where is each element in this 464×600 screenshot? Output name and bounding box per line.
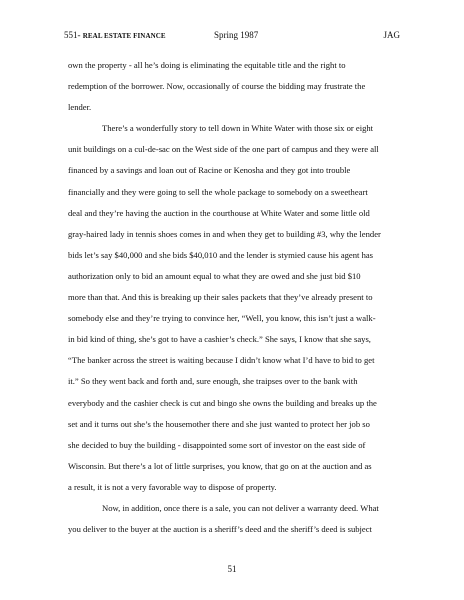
body-line: everybody and the cashier check is cut and bingo she owns the building and breaks up the — [68, 397, 377, 408]
header-term: Spring 1987 — [214, 30, 259, 40]
body-line: “The banker across the street is waiting because I didn’t know what I’d have to bid to get — [68, 355, 375, 366]
body-line: somebody else and they’re trying to convince her, “Well, you know, this isn’t just a walk- — [68, 313, 376, 324]
header-initials: JAG — [383, 30, 400, 40]
document-body — [68, 55, 403, 540]
body-line: lender. — [68, 102, 92, 113]
body-line: she decided to buy the building - disappointed some sort of investor on the east side of — [68, 439, 366, 450]
body-line: bids let’s say $40,000 and she bids $40,010 and the lender is stymied cause his agent has — [68, 249, 374, 260]
page-number: 51 — [227, 564, 237, 574]
body-line: set and it turns out she’s the housemother there and she just wanted to protect her job so — [68, 418, 370, 429]
header-course — [64, 28, 166, 43]
body-line: in bid kind of thing, she’s got to have a cashier’s check.” She says, I know that she says, — [68, 334, 371, 345]
body-line: unit buildings on a cul-de-sac on the West side of the one part of campus and they were all — [68, 144, 379, 155]
body-line: financed by a savings and loan out of Racine or Kenosha and they got into trouble — [68, 165, 351, 176]
body-line: you deliver to the buyer at the auction is a sheriff’s deed and the sheriff’s deed is subject — [68, 524, 372, 535]
body-line: authorization only to bid an amount equal to what they are owed and she just bid $10 — [68, 270, 361, 281]
course-title: REAL ESTATE FINANCE — [82, 32, 166, 40]
body-line: Now, in addition, once there is a sale, you can not deliver a warranty deed. What — [102, 502, 379, 513]
body-line: There’s a wonderfully story to tell down in White Water with those six or eight — [102, 123, 374, 134]
body-line: financially and they were going to sell the whole package to somebody on a sweetheart — [68, 186, 368, 197]
body-line: gray-haired lady in tennis shoes comes in and when they get to building #3, why the lender — [68, 228, 381, 239]
body-line: deal and they’re having the auction in the courthouse at White Water and some little old — [68, 207, 370, 218]
body-line: own the property - all he’s doing is eliminating the equitable title and the right to — [68, 60, 346, 70]
course-number: 551- — [64, 30, 81, 40]
page-header — [64, 28, 400, 42]
body-line: more than that. And this is breaking up their sales packets that they’ve already present to — [68, 292, 373, 303]
body-line: Wisconsin. But there’s a lot of little surprises, you know, that go on at the auction and as — [68, 460, 372, 471]
body-line: a result, it is not a very favorable way to dispose of property. — [68, 481, 277, 492]
body-line: it.” So they went back and forth and, sure enough, she traipses over to the bank with — [68, 376, 358, 387]
body-line: redemption of the borrower. Now, occasionally of course the bidding may frustrate the — [68, 81, 366, 92]
